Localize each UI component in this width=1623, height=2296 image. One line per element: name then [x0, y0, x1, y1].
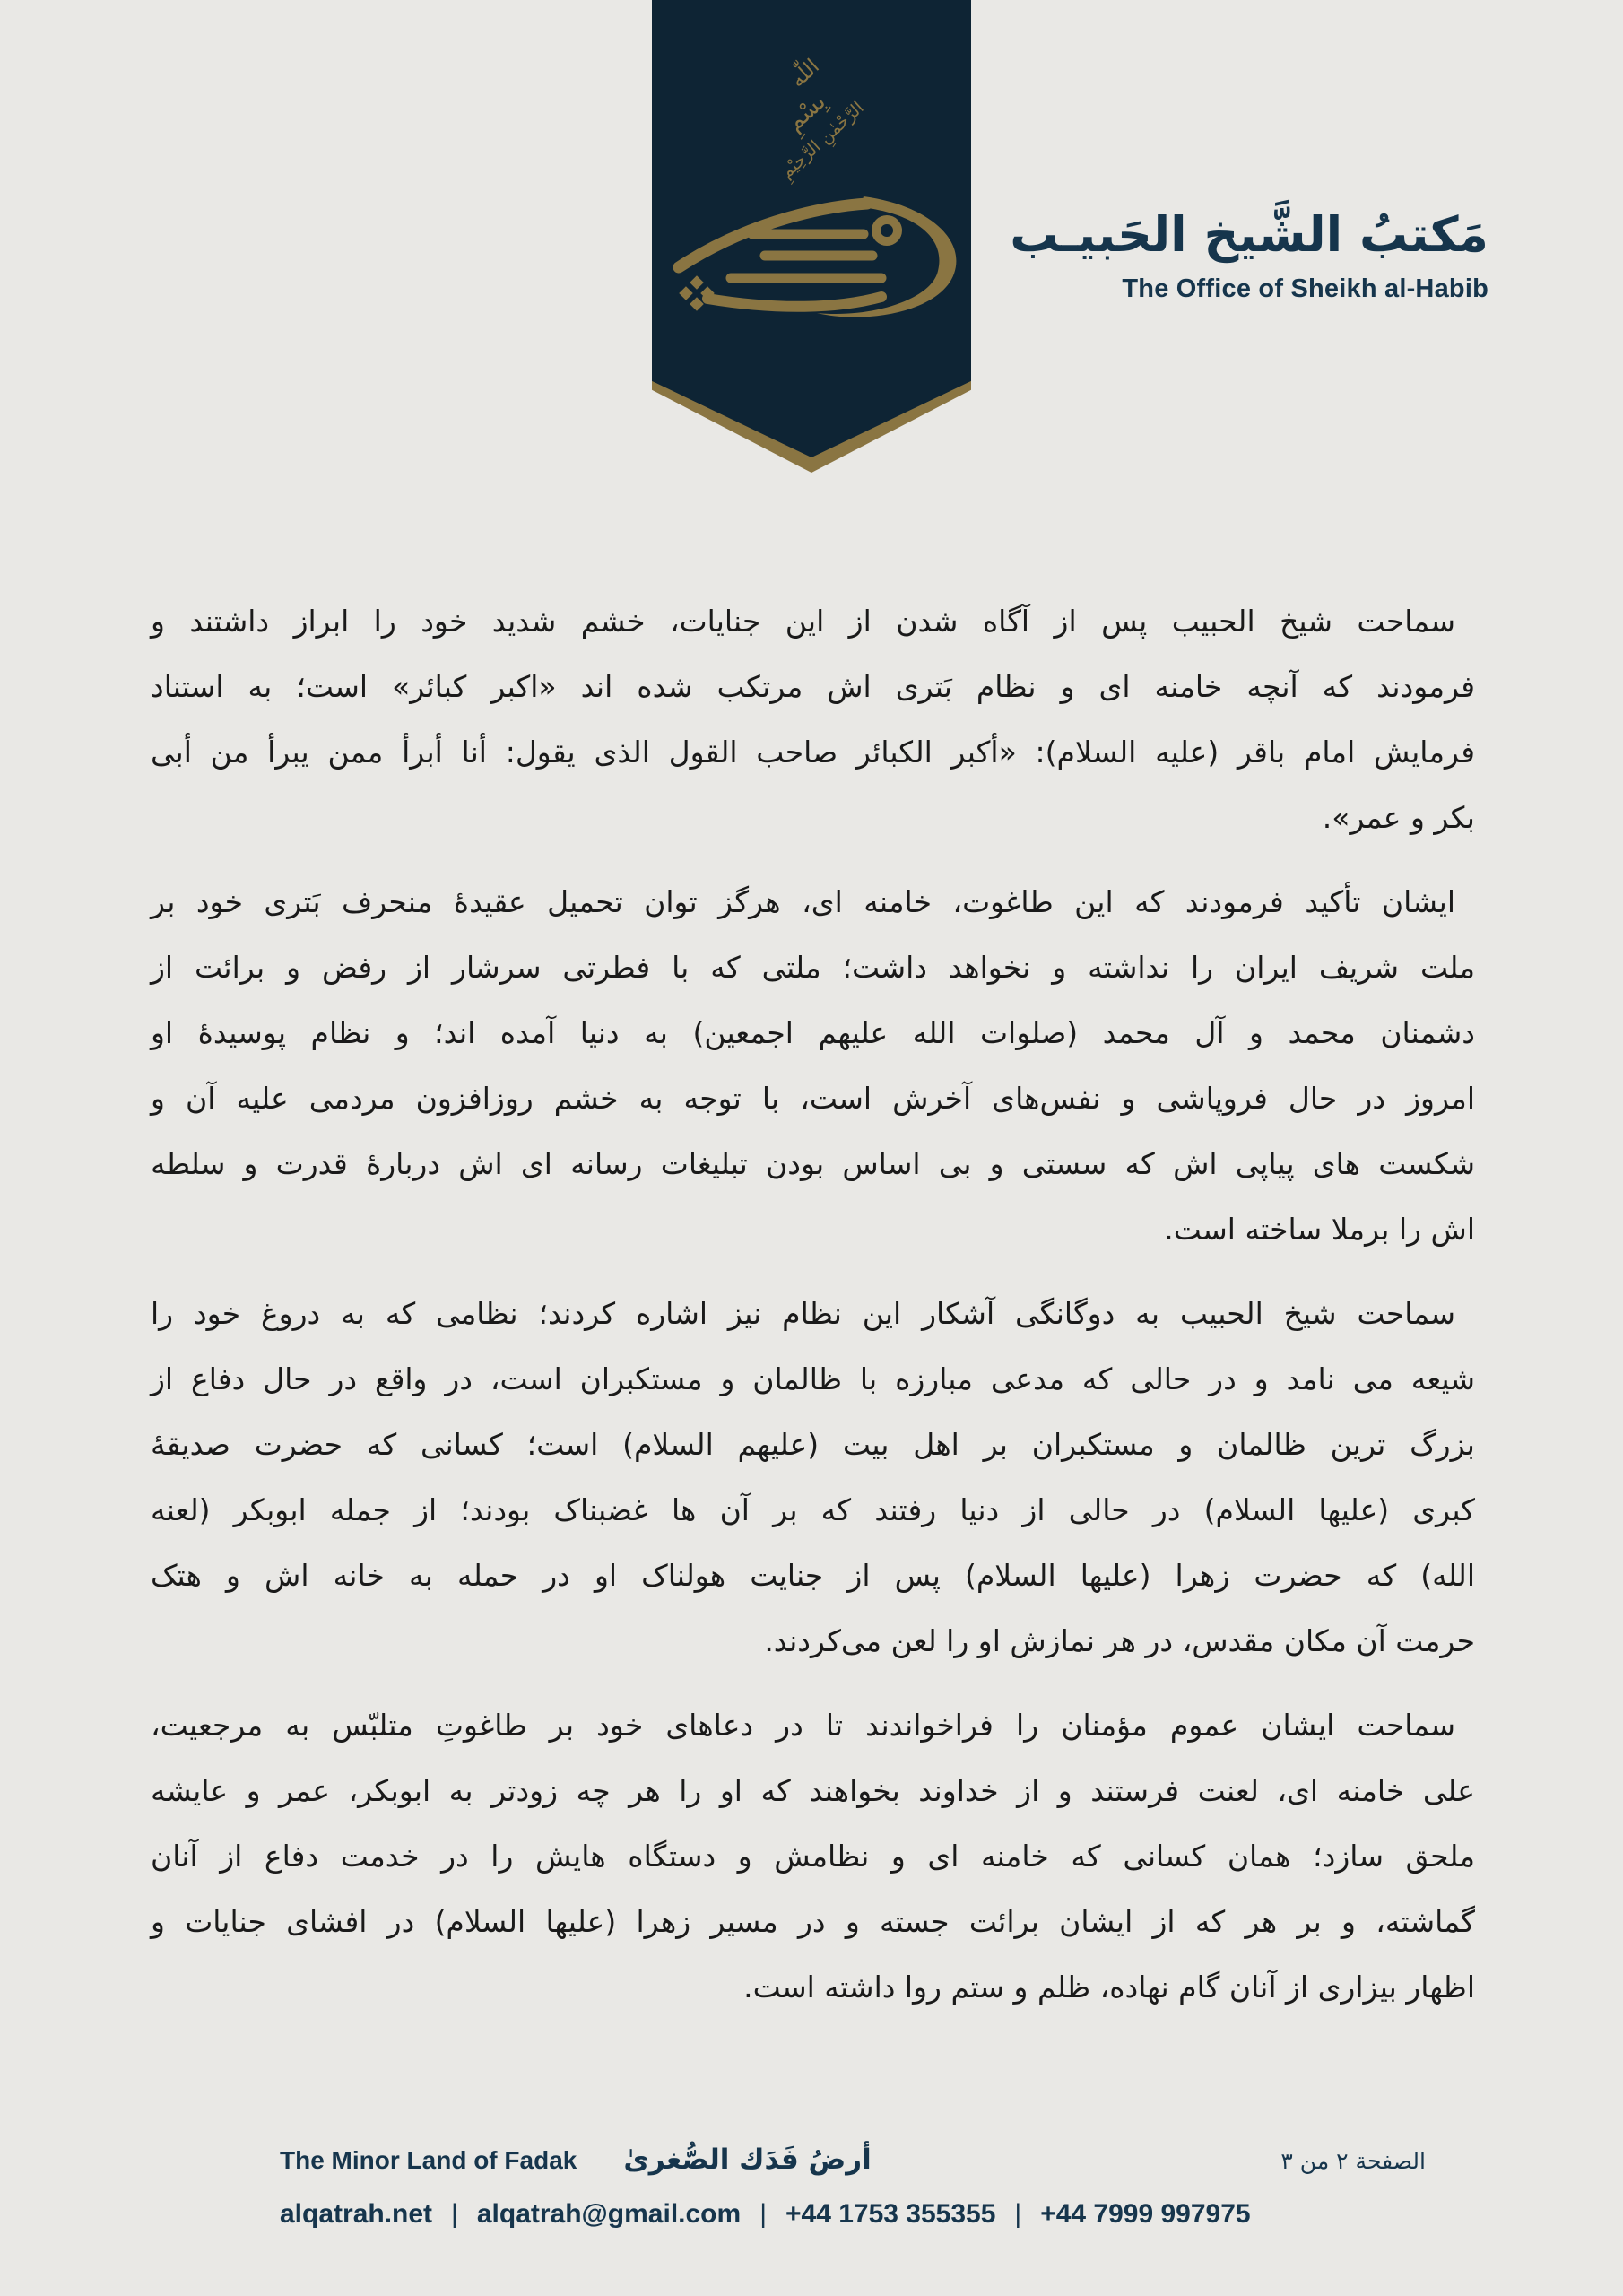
body-text-line: اظهار بیزاری از آنان گام نهاده، ظلم و ستم روا داشته است.	[743, 1970, 1475, 2005]
paragraph	[151, 869, 1475, 1262]
body-text-line: ملحق سازد؛ همان کسانی که خامنه ای و نظامش و دستگاه هایش را در خدمت دفاع از آنان	[151, 1839, 1475, 1874]
email-link[interactable]: alqatrah@gmail.com	[476, 2199, 742, 2229]
phone-number-2[interactable]: +44 7999 997975	[1040, 2199, 1251, 2229]
body-text-line: ایشان تأکید فرمودند که این طاغوت، خامنه ای، هرگز توان تحمیل عقیدهٔ منحرف بَتری خود بر	[151, 884, 1455, 919]
office-title-arabic: مَكتبُ الشَّيخ الحَبيـب	[1010, 206, 1488, 263]
body-text-line: دشمنان محمد و آل محمد (صلوات الله علیهم اجمعین) به دنیا آمده اند؛ و نظام پوسیدهٔ او	[151, 1015, 1475, 1050]
body-text-line: گماشته، و بر هر که از ایشان برائت جسته و در مسیر زهرا (علیها السلام) در افشای جنایات و	[151, 1904, 1475, 1939]
banner-navy-ribbon	[652, 0, 971, 457]
body-text-line: بزرگ ترین ظالمان و مستکبران بر اهل بیت (علیهم السلام) است؛ کسانی که حضرت صدیقهٔ	[151, 1427, 1475, 1462]
body-text-line: حرمت آن مکان مقدس، در هر نمازش او را لعن می‌کردند.	[764, 1623, 1475, 1658]
brand-name-arabic: أرضُ فَدَك الصُّغرىٰ	[623, 2144, 872, 2176]
diamond-ornament-icon	[679, 275, 715, 311]
body-text-line: علی خامنه ای، لعنت فرستند و از خداوند بخواهند که او را هر چه زودتر به ابوبکر، عمر و عایشه	[151, 1773, 1475, 1808]
body-text-line: بکر و عمر».	[1322, 800, 1475, 835]
separator: |	[759, 2199, 767, 2229]
body-text-line: شکست های پیاپی اش که سستی و بی اساس بودن تبلیغات رسانه ای اش دربارهٔ قدرت و سلطه	[151, 1146, 1475, 1181]
page-indicator: الصفحة ٢ من ٣	[1280, 2148, 1426, 2174]
brand-name-english: The Minor Land of Fadak	[280, 2146, 577, 2174]
body-text-line: سماحت شیخ الحبیب به دوگانگی آشکار این نظام نیز اشاره کردند؛ نظامی که به دروغ خود را	[151, 1296, 1455, 1331]
contact-bar	[280, 2197, 1426, 2231]
body-text-line: فرمودند که آنچه خامنه ای و نظام بَتری اش مرتکب شده اند «اکبر کبائر» است؛ به استناد	[151, 669, 1475, 704]
body-text-line: شیعه می نامد و در حالی که مدعی مبارزه با ظالمان و مستکبران است، در واقع در حال دفاع از	[151, 1361, 1475, 1396]
body-text-line: کبری (علیها السلام) در حالی از دنیا رفتند که بر آن ها غضبناک بودند؛ از جمله ابوبکر (لعنه	[151, 1492, 1475, 1527]
website-link[interactable]: alqatrah.net	[280, 2199, 433, 2229]
document-body	[151, 588, 1475, 2039]
office-title-english: The Office of Sheikh al-Habib	[1122, 274, 1488, 303]
separator: |	[1014, 2199, 1022, 2229]
body-text-line: سماحت ایشان عموم مؤمنان را فراخواندند تا در دعاهای خود بر طاغوتِ متلبّس به مرجعیت،	[151, 1708, 1455, 1743]
body-text-line: فرمایش امام باقر (علیه السلام): «أکبر الکبائر صاحب القول الذی یقول: أنا أبرأ ممن یبرأ من أبی	[151, 735, 1475, 770]
al-habib-calligraphy-logo-icon	[652, 0, 971, 457]
office-title-block	[1010, 204, 1488, 304]
body-text-line: ملت شریف ایران را نداشته و نخواهد داشت؛ ملتی که با فطرتی سرشار از رفض و برائت از	[151, 950, 1475, 985]
paragraph	[151, 1692, 1475, 2020]
page-footer	[280, 2142, 1426, 2231]
bismillah-calligraphy-icon: اللّٰه بِسْمِ الرَّحْمٰنِ الرَّحِیْمِ	[777, 55, 868, 183]
body-text-line: سماحت شیخ الحبیب پس از آگاه شدن از این جنایات، خشم شدید خود را ابراز داشتند و	[151, 604, 1455, 639]
body-text-line: الله) که حضرت زهرا (علیها السلام) پس از جنایت هولناک او در حمله به خانه اش و هتک	[151, 1558, 1475, 1593]
separator: |	[451, 2199, 458, 2229]
phone-number-1[interactable]: +44 1753 355355	[785, 2199, 996, 2229]
logo-loop-hole	[881, 224, 893, 237]
brand-block	[280, 2142, 872, 2179]
paragraph	[151, 588, 1475, 850]
header-banner	[652, 0, 971, 473]
paragraph	[151, 1281, 1475, 1674]
footer-brand-row	[280, 2142, 1426, 2179]
body-text-line: امروز در حال فروپاشی و نفس‌های آخرش است، با توجه به خشم روزافزون مردمی علیه آن و	[151, 1081, 1475, 1116]
body-text-line: اش را برملا ساخته است.	[1164, 1212, 1475, 1247]
